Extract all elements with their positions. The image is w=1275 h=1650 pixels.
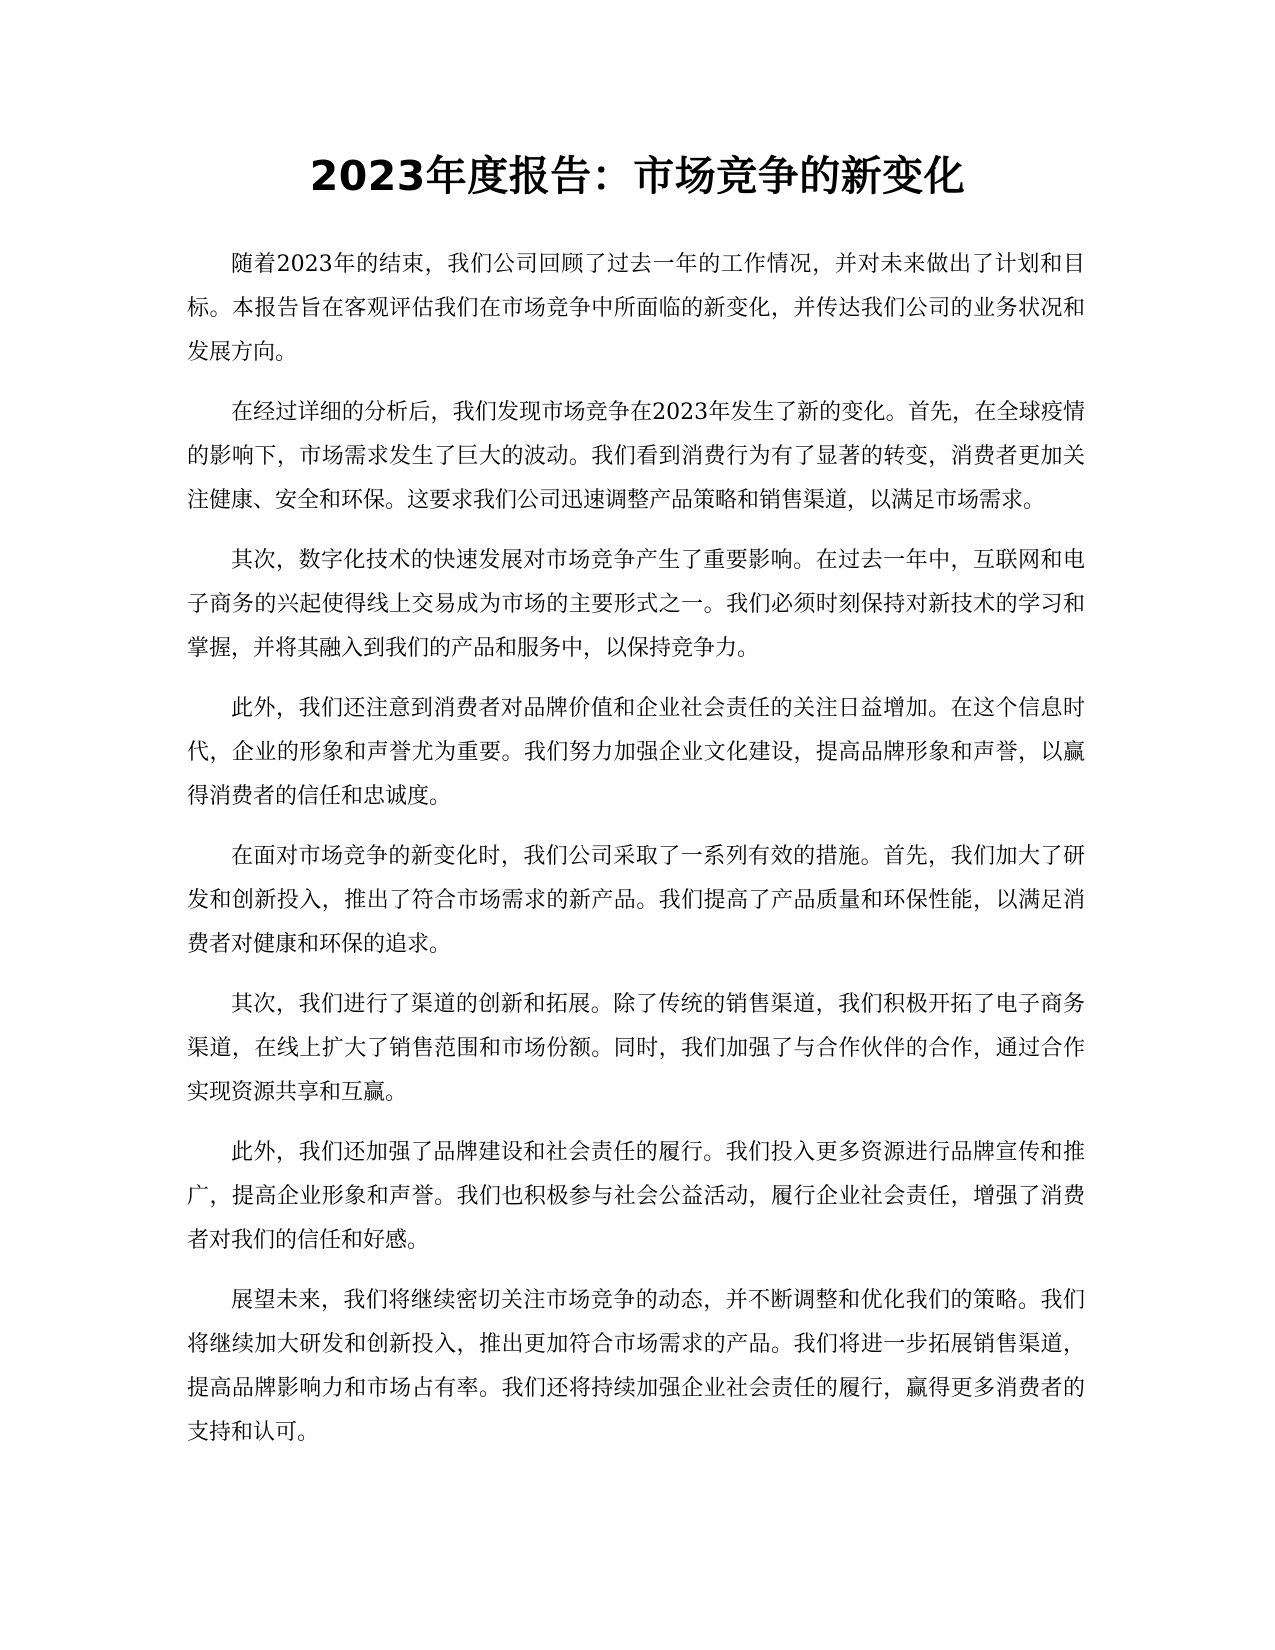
paragraph-digital-technology: 其次，数字化技术的快速发展对市场竞争产生了重要影响。在过去一年中，互联网和电子商务的兴起使得线上交易成为市场的主要形式之一。我们必须时刻保持对新技术的学习和掌握，并将其融入到我们的产品和服务中，以保持竞争力。 (187, 548, 1085, 661)
paragraph-measures-rnd: 在面对市场竞争的新变化时，我们公司采取了一系列有效的措施。首先，我们加大了研发和创新投入，推出了符合市场需求的新产品。我们提高了产品质量和环保性能，以满足消费者对健康和环保的追求。 (187, 844, 1085, 957)
paragraph-measures-brand: 此外，我们还加强了品牌建设和社会责任的履行。我们投入更多资源进行品牌宣传和推广，提高企业形象和声誉。我们也积极参与社会公益活动，履行企业社会责任，增强了消费者对我们的信任和好感。 (187, 1140, 1085, 1253)
document-body (187, 243, 1085, 1471)
paragraph-brand-responsibility: 此外，我们还注意到消费者对品牌价值和企业社会责任的关注日益增加。在这个信息时代，企业的形象和声誉尤为重要。我们努力加强企业文化建设，提高品牌形象和声誉，以赢得消费者的信任和忠诚度。 (187, 696, 1085, 809)
paragraph-measures-channels: 其次，我们进行了渠道的创新和拓展。除了传统的销售渠道，我们积极开拓了电子商务渠道，在线上扩大了销售范围和市场份额。同时，我们加强了与合作伙伴的合作，通过合作实现资源共享和互赢。 (187, 992, 1085, 1105)
paragraph-intro: 随着2023年的结束，我们公司回顾了过去一年的工作情况，并对未来做出了计划和目标。本报告旨在客观评估我们在市场竞争中所面临的新变化，并传达我们公司的业务状况和发展方向。 (187, 252, 1085, 365)
paragraph-market-changes: 在经过详细的分析后，我们发现市场竞争在2023年发生了新的变化。首先，在全球疫情的影响下，市场需求发生了巨大的波动。我们看到消费行为有了显著的转变，消费者更加关注健康、安全和环保。这要求我们公司迅速调整产品策略和销售渠道，以满足市场需求。 (187, 400, 1085, 513)
document-title: 2023年度报告：市场竞争的新变化 (309, 152, 966, 200)
paragraph-outlook: 展望未来，我们将继续密切关注市场竞争的动态，并不断调整和优化我们的策略。我们将继续加大研发和创新投入，推出更加符合市场需求的产品。我们将进一步拓展销售渠道，提高品牌影响力和市场占有率。我们还将持续加强企业社会责任的履行，赢得更多消费者的支持和认可。 (187, 1288, 1085, 1445)
